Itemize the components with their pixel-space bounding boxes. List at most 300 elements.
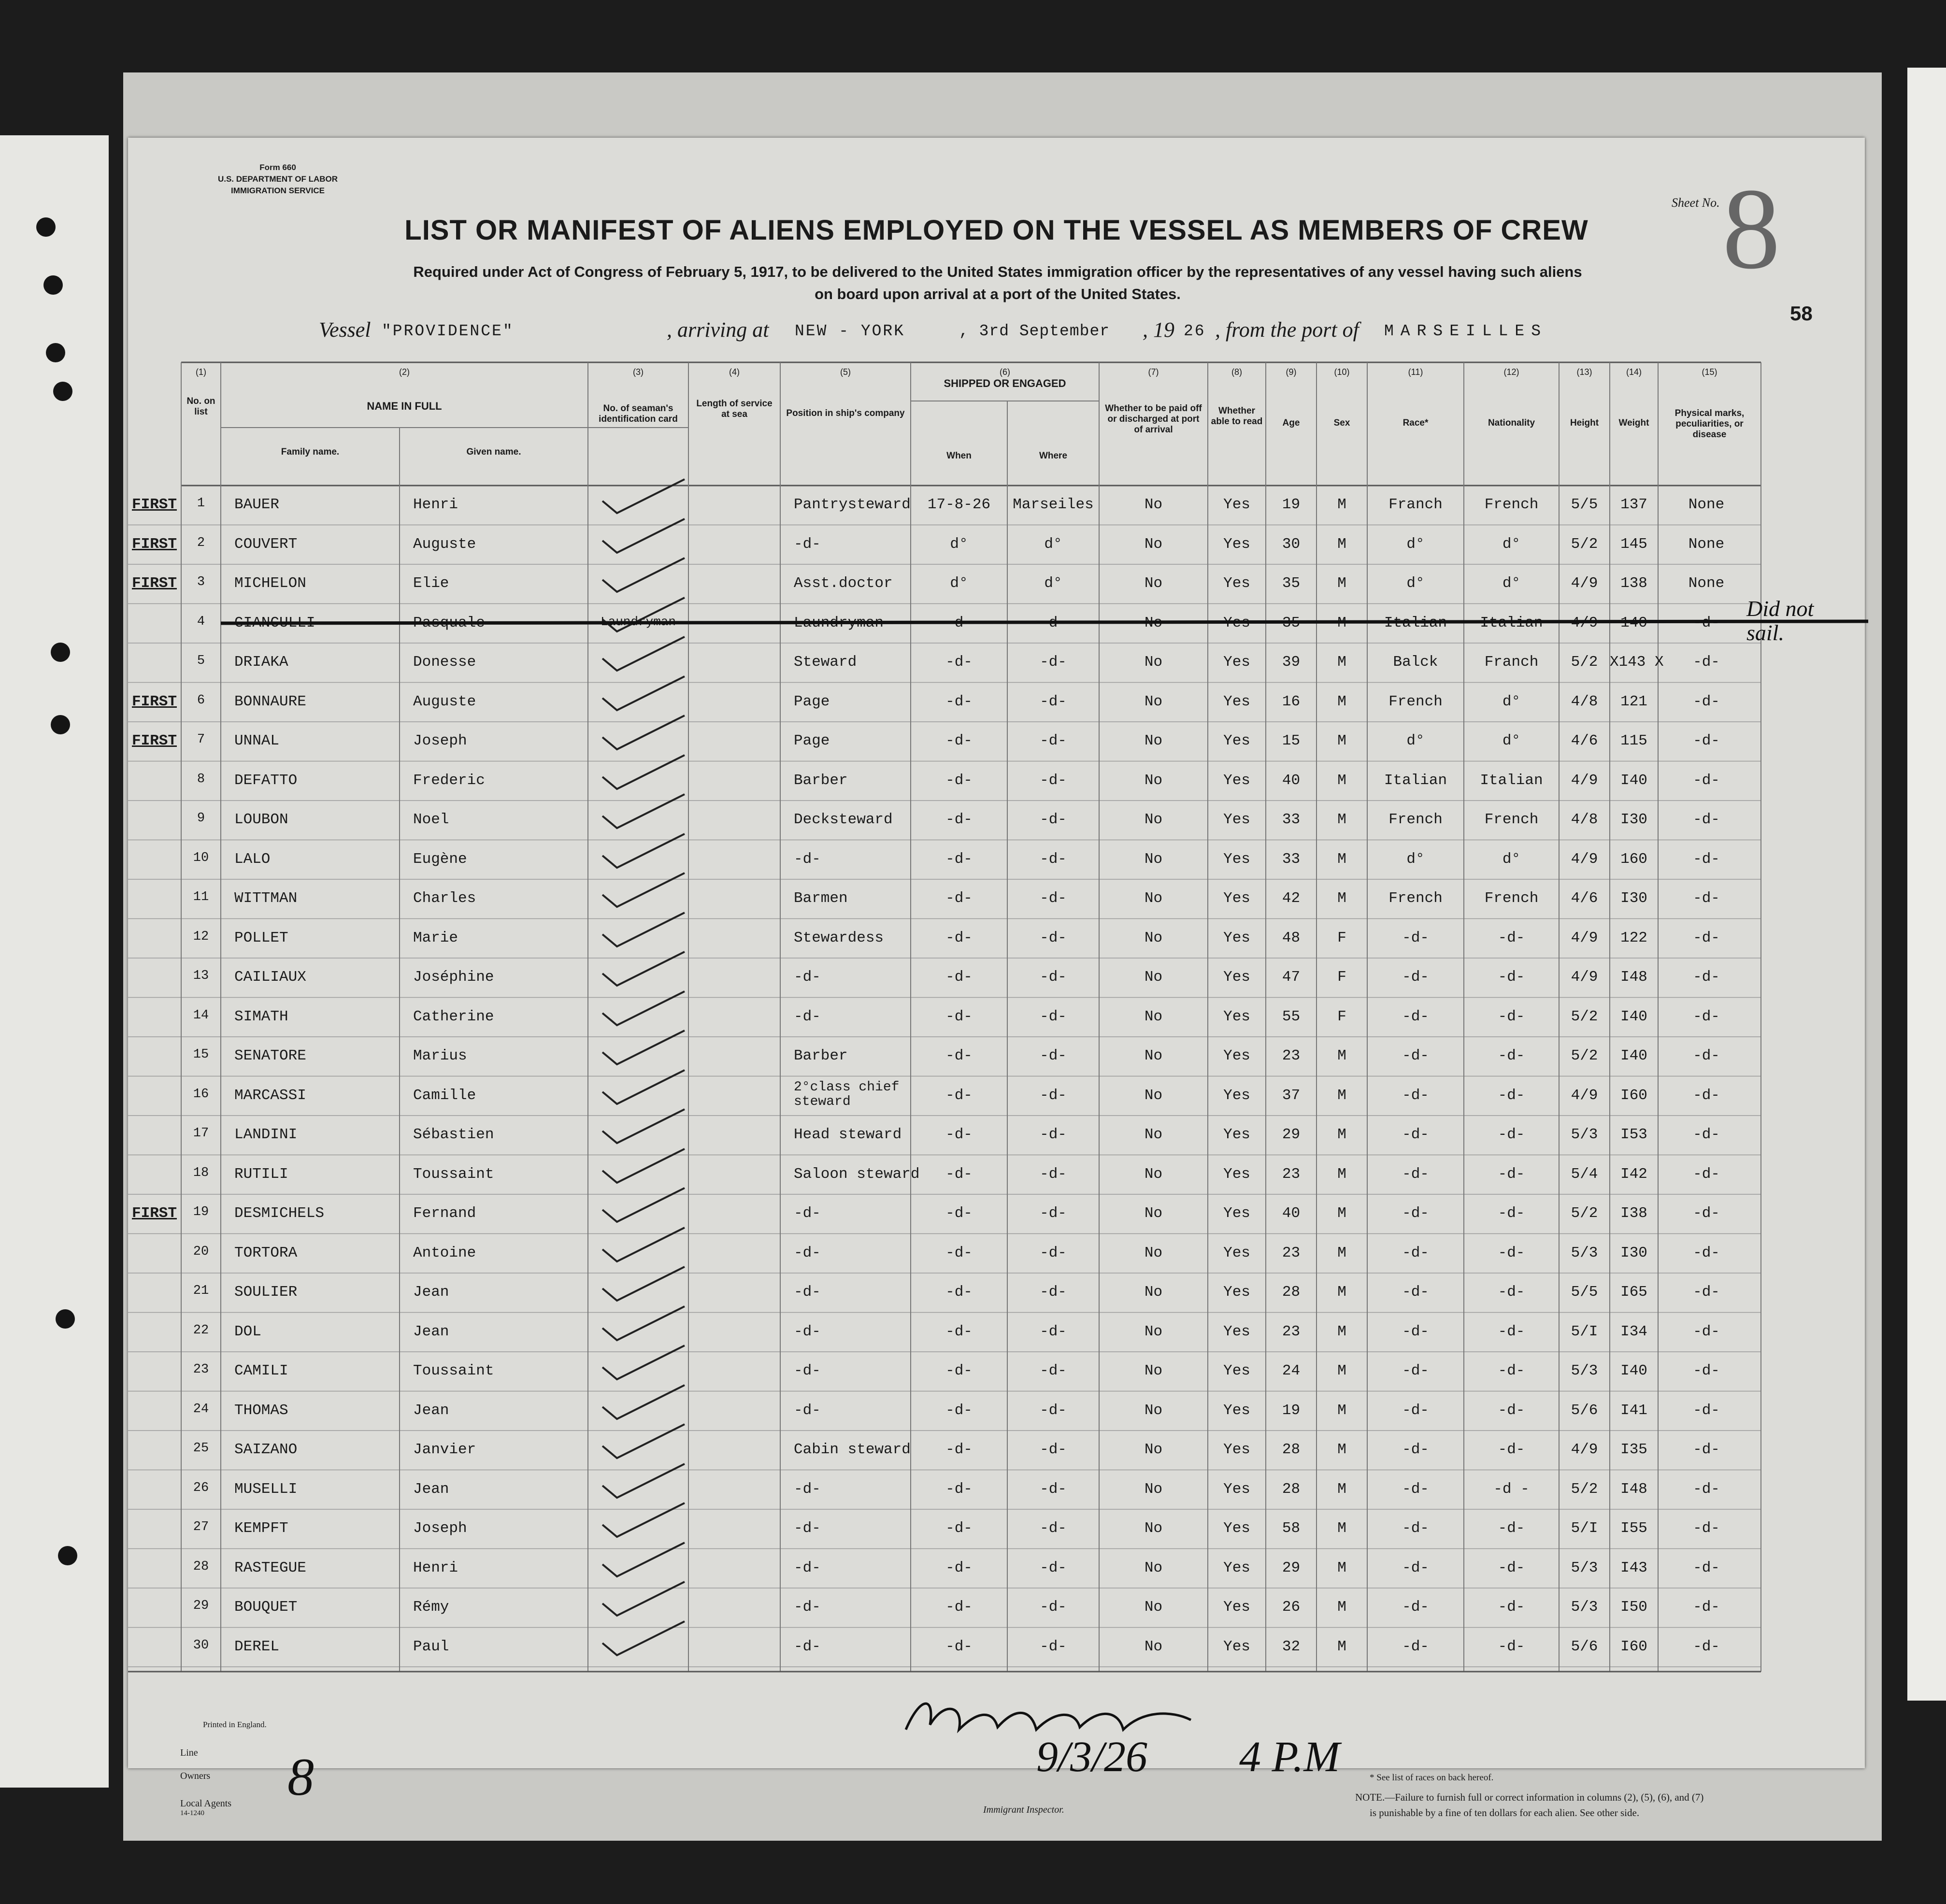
cell-where: -d- bbox=[1040, 1441, 1067, 1458]
cell-sex: M bbox=[1337, 1284, 1346, 1301]
cell-sex: M bbox=[1337, 1480, 1346, 1498]
cell-age: 19 bbox=[1282, 496, 1301, 513]
cell-height: 5/3 bbox=[1571, 1362, 1598, 1379]
cell-age: 39 bbox=[1282, 654, 1301, 671]
cell-marks: -d- bbox=[1693, 772, 1720, 789]
cell-when: -d- bbox=[945, 732, 973, 749]
column-number: (14) bbox=[1626, 367, 1642, 377]
binder-hole bbox=[58, 1546, 77, 1565]
cell-where: -d- bbox=[1040, 969, 1067, 986]
cell-when: -d- bbox=[945, 1480, 973, 1498]
cell-height: 5/3 bbox=[1571, 1559, 1598, 1576]
page-number: 58 bbox=[1790, 302, 1813, 325]
cell-family: DESMICHELS bbox=[234, 1205, 325, 1222]
cell-paid: No bbox=[1144, 1520, 1163, 1537]
cell-where: -d- bbox=[1040, 890, 1067, 907]
cell-no: 2 bbox=[197, 535, 205, 550]
cell-position: Saloon steward bbox=[794, 1165, 920, 1183]
cell-given: Jean bbox=[413, 1402, 449, 1419]
cell-nat: d° bbox=[1502, 693, 1521, 710]
cell-family: LALO bbox=[234, 850, 271, 868]
cell-given: Eugène bbox=[413, 850, 467, 868]
checkmark-icon bbox=[598, 711, 694, 754]
cell-read: Yes bbox=[1223, 772, 1250, 789]
cell-paid: No bbox=[1144, 1402, 1163, 1419]
cell-weight: I65 bbox=[1620, 1284, 1647, 1301]
column-number: (10) bbox=[1334, 367, 1350, 377]
cell-race: d° bbox=[1406, 535, 1425, 553]
cell-paid: No bbox=[1144, 732, 1163, 749]
checkmark-stroke bbox=[602, 873, 685, 907]
cell-paid: No bbox=[1144, 654, 1163, 671]
cell-position: Cabin steward bbox=[794, 1441, 911, 1458]
cell-no: 7 bbox=[197, 732, 205, 747]
cell-race: -d- bbox=[1402, 1323, 1429, 1340]
cell-paid: No bbox=[1144, 1638, 1163, 1655]
cell-no: 8 bbox=[197, 772, 205, 787]
binder-hole bbox=[51, 643, 70, 662]
cell-sex: M bbox=[1337, 1205, 1346, 1222]
binder-hole bbox=[53, 382, 72, 401]
cell-sex: F bbox=[1337, 969, 1346, 986]
cell-family: RASTEGUE bbox=[234, 1559, 306, 1576]
checkmark-stroke bbox=[602, 1464, 685, 1498]
checkmark-stroke bbox=[602, 558, 685, 592]
cell-sex: M bbox=[1337, 1441, 1346, 1458]
cell-sex: M bbox=[1337, 850, 1346, 868]
cell-nat: -d- bbox=[1498, 1087, 1525, 1104]
cell-height: 4/9 bbox=[1571, 614, 1598, 631]
cell-given: Paul bbox=[413, 1638, 449, 1655]
cell-given: Joseph bbox=[413, 732, 467, 749]
cell-no: 1 bbox=[197, 496, 205, 511]
cell-given: Janvier bbox=[413, 1441, 476, 1458]
cell-paid: No bbox=[1144, 575, 1163, 592]
checkmark-icon bbox=[598, 1577, 694, 1620]
checkmark-icon bbox=[598, 1498, 694, 1542]
cell-given: Auguste bbox=[413, 535, 476, 553]
cell-age: 58 bbox=[1282, 1520, 1301, 1537]
cell-paid: No bbox=[1144, 693, 1163, 710]
cell-nat: -d- bbox=[1498, 1126, 1525, 1143]
cell-position: -d- bbox=[794, 1244, 821, 1261]
cell-given: Toussaint bbox=[413, 1165, 494, 1183]
checkmark-icon bbox=[598, 553, 694, 597]
printed-in-label: Printed in England. bbox=[203, 1720, 267, 1729]
cell-weight: I40 bbox=[1620, 772, 1647, 789]
cell-race: -d- bbox=[1402, 1205, 1429, 1222]
cell-weight: I30 bbox=[1620, 890, 1647, 907]
cell-sex: M bbox=[1337, 575, 1346, 592]
first-class-mark: FIRST bbox=[132, 693, 177, 710]
cell-when: -d- bbox=[945, 1638, 973, 1655]
column-number: (6) bbox=[1000, 367, 1010, 377]
header-sex: Sex bbox=[1333, 418, 1350, 428]
cell-height: 4/8 bbox=[1571, 693, 1598, 710]
cell-given: Frederic bbox=[413, 772, 485, 789]
cell-nat: -d- bbox=[1498, 1638, 1525, 1655]
cell-no: 10 bbox=[193, 850, 209, 865]
cell-paid: No bbox=[1144, 614, 1163, 631]
adjacent-page-right bbox=[1907, 68, 1946, 1701]
cell-where: -d- bbox=[1040, 772, 1067, 789]
cell-given: Sébastien bbox=[413, 1126, 494, 1143]
first-class-mark: FIRST bbox=[132, 732, 177, 749]
cell-age: 23 bbox=[1282, 1244, 1301, 1261]
header-height: Height bbox=[1570, 418, 1599, 428]
cell-position: Asst.doctor bbox=[794, 575, 893, 592]
cell-height: 5/3 bbox=[1571, 1599, 1598, 1616]
cell-height: 4/6 bbox=[1571, 732, 1598, 749]
year-suffix: 26 bbox=[1184, 322, 1206, 340]
cell-where: -d- bbox=[1040, 1480, 1067, 1498]
cell-marks: -d- bbox=[1693, 1008, 1720, 1025]
cell-position: -d- bbox=[794, 1362, 821, 1379]
department-name: U.S. DEPARTMENT OF LABOR bbox=[217, 174, 338, 184]
cell-family: SAIZANO bbox=[234, 1441, 298, 1458]
cell-family: RUTILI bbox=[234, 1165, 288, 1183]
cell-age: 26 bbox=[1282, 1599, 1301, 1616]
checkmark-icon bbox=[598, 1065, 694, 1109]
cell-given: Charles bbox=[413, 890, 476, 907]
cell-when: -d- bbox=[945, 1244, 973, 1261]
sheet-label: Sheet No. bbox=[1672, 196, 1720, 210]
cell-when: d° bbox=[950, 575, 968, 592]
checkmark-icon bbox=[598, 750, 694, 794]
handwritten-initials: 8 bbox=[287, 1747, 314, 1806]
checkmark-stroke bbox=[602, 1109, 685, 1143]
cell-where: -d- bbox=[1040, 1638, 1067, 1655]
cell-sex: F bbox=[1337, 929, 1346, 946]
cell-given: Catherine bbox=[413, 1008, 494, 1025]
cell-family: DEREL bbox=[234, 1638, 280, 1655]
cell-paid: No bbox=[1144, 772, 1163, 789]
cell-age: 47 bbox=[1282, 969, 1301, 986]
cell-age: 28 bbox=[1282, 1284, 1301, 1301]
cell-race: -d- bbox=[1402, 1520, 1429, 1537]
cell-weight: 115 bbox=[1620, 732, 1647, 749]
owners-label: Owners bbox=[180, 1771, 211, 1781]
cell-nat: d° bbox=[1502, 535, 1521, 553]
cell-family: CAILIAUX bbox=[234, 969, 306, 986]
cell-height: 5/2 bbox=[1571, 1480, 1598, 1498]
cell-no: 14 bbox=[193, 1008, 209, 1023]
line-label: Line bbox=[180, 1747, 198, 1758]
checkmark-stroke bbox=[602, 755, 685, 789]
checkmark-icon bbox=[598, 1026, 694, 1069]
cell-age: 23 bbox=[1282, 1323, 1301, 1340]
cell-no: 9 bbox=[197, 811, 205, 826]
cell-nat: French bbox=[1484, 496, 1539, 513]
cell-where: -d- bbox=[1040, 1323, 1067, 1340]
local-agents-label: Local Agents bbox=[180, 1798, 232, 1809]
cell-no: 6 bbox=[197, 693, 205, 708]
cell-race: -d- bbox=[1402, 1244, 1429, 1261]
cell-given: Joséphine bbox=[413, 969, 494, 986]
cell-height: 5/6 bbox=[1571, 1638, 1598, 1655]
header-shipped-or-engaged: SHIPPED OR ENGAGED bbox=[944, 377, 1066, 389]
cell-read: Yes bbox=[1223, 1323, 1250, 1340]
cell-race: -d- bbox=[1402, 1599, 1429, 1616]
cell-read: Yes bbox=[1223, 535, 1250, 553]
cell-when: -d- bbox=[945, 1599, 973, 1616]
header-length-of-service: Length of service at sea bbox=[696, 399, 773, 419]
vessel-label: Vessel bbox=[319, 318, 371, 342]
cell-height: 5/I bbox=[1571, 1323, 1598, 1340]
cell-sex: M bbox=[1337, 1520, 1346, 1537]
cell-marks: -d- bbox=[1693, 654, 1720, 671]
cell-race: French bbox=[1388, 890, 1443, 907]
checkmark-stroke bbox=[602, 637, 685, 671]
cell-sex: M bbox=[1337, 535, 1346, 553]
cell-race: d° bbox=[1406, 850, 1425, 868]
cell-marks: -d- bbox=[1693, 1480, 1720, 1498]
cell-position: -d- bbox=[794, 1284, 821, 1301]
cell-marks: -d- bbox=[1693, 732, 1720, 749]
cell-given: Antoine bbox=[413, 1244, 476, 1261]
cell-sex: M bbox=[1337, 1599, 1346, 1616]
cell-when: -d- bbox=[945, 811, 973, 828]
cell-age: 24 bbox=[1282, 1362, 1301, 1379]
cell-family: TORTORA bbox=[234, 1244, 298, 1261]
cell-marks: -d- bbox=[1693, 890, 1720, 907]
cell-weight: 121 bbox=[1620, 693, 1647, 710]
cell-height: 5/5 bbox=[1571, 1284, 1598, 1301]
cell-where: d° bbox=[1044, 535, 1062, 553]
checkmark-stroke bbox=[602, 1306, 685, 1340]
service-name: IMMIGRATION SERVICE bbox=[231, 186, 325, 195]
cell-when: -d- bbox=[945, 1323, 973, 1340]
cell-where: -d- bbox=[1040, 693, 1067, 710]
local-agents-code: 14-1240 bbox=[180, 1809, 204, 1817]
cell-seaman-card: Laundryman bbox=[600, 614, 676, 629]
cell-when: -d- bbox=[945, 1284, 973, 1301]
cell-read: Yes bbox=[1223, 1126, 1250, 1143]
cell-given: Elie bbox=[413, 575, 449, 592]
cell-given: Pasquale bbox=[413, 614, 485, 631]
cell-read: Yes bbox=[1223, 496, 1250, 513]
cell-given: Jean bbox=[413, 1480, 449, 1498]
cell-nat: -d- bbox=[1498, 1559, 1525, 1576]
cell-marks: -d- bbox=[1693, 929, 1720, 946]
cell-weight: I43 bbox=[1620, 1559, 1647, 1576]
cell-read: Yes bbox=[1223, 1165, 1250, 1183]
cell-nat: -d- bbox=[1498, 1599, 1525, 1616]
cell-no: 19 bbox=[193, 1205, 209, 1219]
cell-nat: -d- bbox=[1498, 1165, 1525, 1183]
cell-marks: -d- bbox=[1693, 1047, 1720, 1064]
cell-position: Page bbox=[794, 732, 830, 749]
cell-given: Fernand bbox=[413, 1205, 476, 1222]
cell-family: BAUER bbox=[234, 496, 280, 513]
checkmark-stroke bbox=[602, 1228, 685, 1261]
cell-race: French bbox=[1388, 811, 1443, 828]
cell-age: 23 bbox=[1282, 1047, 1301, 1064]
checkmark-stroke bbox=[602, 1149, 685, 1183]
header-where: Where bbox=[1039, 451, 1068, 461]
cell-sex: M bbox=[1337, 1126, 1346, 1143]
cell-where: -d- bbox=[1040, 1087, 1067, 1104]
cell-height: 5/5 bbox=[1571, 496, 1598, 513]
cell-paid: No bbox=[1144, 1480, 1163, 1498]
checkmark-icon bbox=[598, 672, 694, 715]
cell-read: Yes bbox=[1223, 1559, 1250, 1576]
cell-family: SOULIER bbox=[234, 1284, 298, 1301]
cell-paid: No bbox=[1144, 1205, 1163, 1222]
handwritten-note: Did not sail. bbox=[1746, 596, 1814, 645]
cell-given: Marie bbox=[413, 929, 458, 946]
cell-nat: -d- bbox=[1498, 1520, 1525, 1537]
cell-when: -d- bbox=[945, 890, 973, 907]
cell-where: -d- bbox=[1040, 1284, 1067, 1301]
checkmark-stroke bbox=[602, 794, 685, 828]
cell-family: DRIAKA bbox=[234, 654, 288, 671]
cell-when: -d- bbox=[945, 1441, 973, 1458]
checkmark-stroke bbox=[602, 1543, 685, 1576]
cell-weight: I55 bbox=[1620, 1520, 1647, 1537]
cell-when: -d- bbox=[945, 772, 973, 789]
cell-where: -d- bbox=[1040, 1362, 1067, 1379]
cell-age: 42 bbox=[1282, 890, 1301, 907]
checkmark-icon bbox=[598, 1459, 694, 1503]
binder-hole bbox=[56, 1309, 75, 1329]
cell-height: 4/9 bbox=[1571, 1441, 1598, 1458]
header-able-to-read: Whether able to read bbox=[1211, 406, 1263, 427]
cell-family: KEMPFT bbox=[234, 1520, 288, 1537]
header-no-on-list: No. on list bbox=[186, 396, 215, 417]
cell-family: UNNAL bbox=[234, 732, 280, 749]
cell-where: -d- bbox=[1040, 654, 1067, 671]
checkmark-icon bbox=[598, 987, 694, 1030]
checkmark-stroke bbox=[602, 1503, 685, 1537]
cell-nat: -d- bbox=[1498, 1244, 1525, 1261]
cell-marks: -d- bbox=[1693, 1402, 1720, 1419]
cell-read: Yes bbox=[1223, 850, 1250, 868]
cell-height: 5/2 bbox=[1571, 1205, 1598, 1222]
cell-sex: M bbox=[1337, 1402, 1346, 1419]
cell-height: 4/9 bbox=[1571, 929, 1598, 946]
cell-age: 40 bbox=[1282, 1205, 1301, 1222]
cell-when: -d- bbox=[945, 614, 973, 631]
cell-when: -d- bbox=[945, 1205, 973, 1222]
cell-marks: -d- bbox=[1693, 1087, 1720, 1104]
cell-age: 40 bbox=[1282, 772, 1301, 789]
cell-marks: -d- bbox=[1693, 811, 1720, 828]
cell-position: Decksteward bbox=[794, 811, 893, 828]
cell-marks: -d- bbox=[1693, 850, 1720, 868]
column-number: (2) bbox=[399, 367, 410, 377]
binder-hole bbox=[51, 715, 70, 734]
cell-where: -d- bbox=[1040, 732, 1067, 749]
cell-no: 26 bbox=[193, 1480, 209, 1495]
checkmark-icon bbox=[598, 1538, 694, 1581]
subtitle-line: on board upon arrival at a port of the United States. bbox=[815, 286, 1181, 302]
checkmark-icon bbox=[598, 1341, 694, 1384]
cell-marks: -d- bbox=[1693, 1205, 1720, 1222]
checkmark-stroke bbox=[602, 1621, 685, 1655]
cell-height: 4/9 bbox=[1571, 772, 1598, 789]
cell-family: CAMILI bbox=[234, 1362, 288, 1379]
cell-nat: -d- bbox=[1498, 1362, 1525, 1379]
cell-nat: French bbox=[1484, 890, 1539, 907]
cell-marks: -d- bbox=[1693, 1559, 1720, 1576]
cell-family: POLLET bbox=[234, 929, 288, 946]
cell-sex: M bbox=[1337, 1047, 1346, 1064]
cell-nat: -d- bbox=[1498, 1284, 1525, 1301]
cell-nat: -d- bbox=[1498, 929, 1525, 946]
cell-weight: 160 bbox=[1620, 850, 1647, 868]
checkmark-icon bbox=[598, 632, 694, 675]
cell-when: -d- bbox=[945, 1362, 973, 1379]
checkmark-stroke bbox=[602, 1070, 685, 1104]
header-age: Age bbox=[1282, 418, 1300, 428]
cell-position: -d- bbox=[794, 969, 821, 986]
cell-age: 29 bbox=[1282, 1559, 1301, 1576]
cell-position: Page bbox=[794, 693, 830, 710]
cell-read: Yes bbox=[1223, 1284, 1250, 1301]
cell-no: 25 bbox=[193, 1441, 209, 1456]
cell-race: -d- bbox=[1402, 1638, 1429, 1655]
cell-marks: -d- bbox=[1693, 614, 1720, 631]
cell-height: 4/9 bbox=[1571, 850, 1598, 868]
cell-weight: I40 bbox=[1620, 1362, 1647, 1379]
checkmark-icon bbox=[598, 474, 694, 518]
cell-when: -d- bbox=[945, 1047, 973, 1064]
cell-family: WITTMAN bbox=[234, 890, 298, 907]
cell-given: Henri bbox=[413, 1559, 458, 1576]
cell-read: Yes bbox=[1223, 693, 1250, 710]
cell-read: Yes bbox=[1223, 1441, 1250, 1458]
cell-height: 5/3 bbox=[1571, 1126, 1598, 1143]
cell-height: 4/9 bbox=[1571, 1087, 1598, 1104]
cell-when: -d- bbox=[945, 654, 973, 671]
cell-where: -d- bbox=[1040, 614, 1067, 631]
sheet-number: 8 bbox=[1722, 164, 1780, 293]
header-physical-marks: Physical marks, peculiarities, or disease bbox=[1674, 408, 1745, 440]
checkmark-icon bbox=[598, 1223, 694, 1266]
cell-given: Auguste bbox=[413, 693, 476, 710]
cell-read: Yes bbox=[1223, 1047, 1250, 1064]
cell-family: DOL bbox=[234, 1323, 261, 1340]
cell-nat: Franch bbox=[1484, 654, 1539, 671]
cell-height: 5/4 bbox=[1571, 1165, 1598, 1183]
cell-read: Yes bbox=[1223, 1520, 1250, 1537]
cell-family: GIANCULLI bbox=[234, 614, 315, 631]
handwritten-date: 9/3/26 bbox=[1036, 1733, 1148, 1781]
cell-where: -d- bbox=[1040, 1520, 1067, 1537]
cell-sex: M bbox=[1337, 1323, 1346, 1340]
cell-race: d° bbox=[1406, 575, 1425, 592]
cell-weight: I42 bbox=[1620, 1165, 1647, 1183]
cell-read: Yes bbox=[1223, 1599, 1250, 1616]
cell-family: BOUQUET bbox=[234, 1599, 298, 1616]
cell-no: 17 bbox=[193, 1126, 209, 1141]
cell-marks: -d- bbox=[1693, 1323, 1720, 1340]
cell-read: Yes bbox=[1223, 1244, 1250, 1261]
cell-when: -d- bbox=[945, 850, 973, 868]
cell-paid: No bbox=[1144, 1362, 1163, 1379]
cell-when: -d- bbox=[945, 1402, 973, 1419]
checkmark-stroke bbox=[602, 1267, 685, 1301]
cell-height: 5/2 bbox=[1571, 535, 1598, 553]
cell-marks: -d- bbox=[1693, 969, 1720, 986]
cell-where: -d- bbox=[1040, 1244, 1067, 1261]
cell-nat: -d- bbox=[1498, 1402, 1525, 1419]
column-number: (9) bbox=[1286, 367, 1297, 377]
cell-when: -d- bbox=[945, 1126, 973, 1143]
cell-given: Jean bbox=[413, 1323, 449, 1340]
checkmark-icon bbox=[598, 1617, 694, 1660]
